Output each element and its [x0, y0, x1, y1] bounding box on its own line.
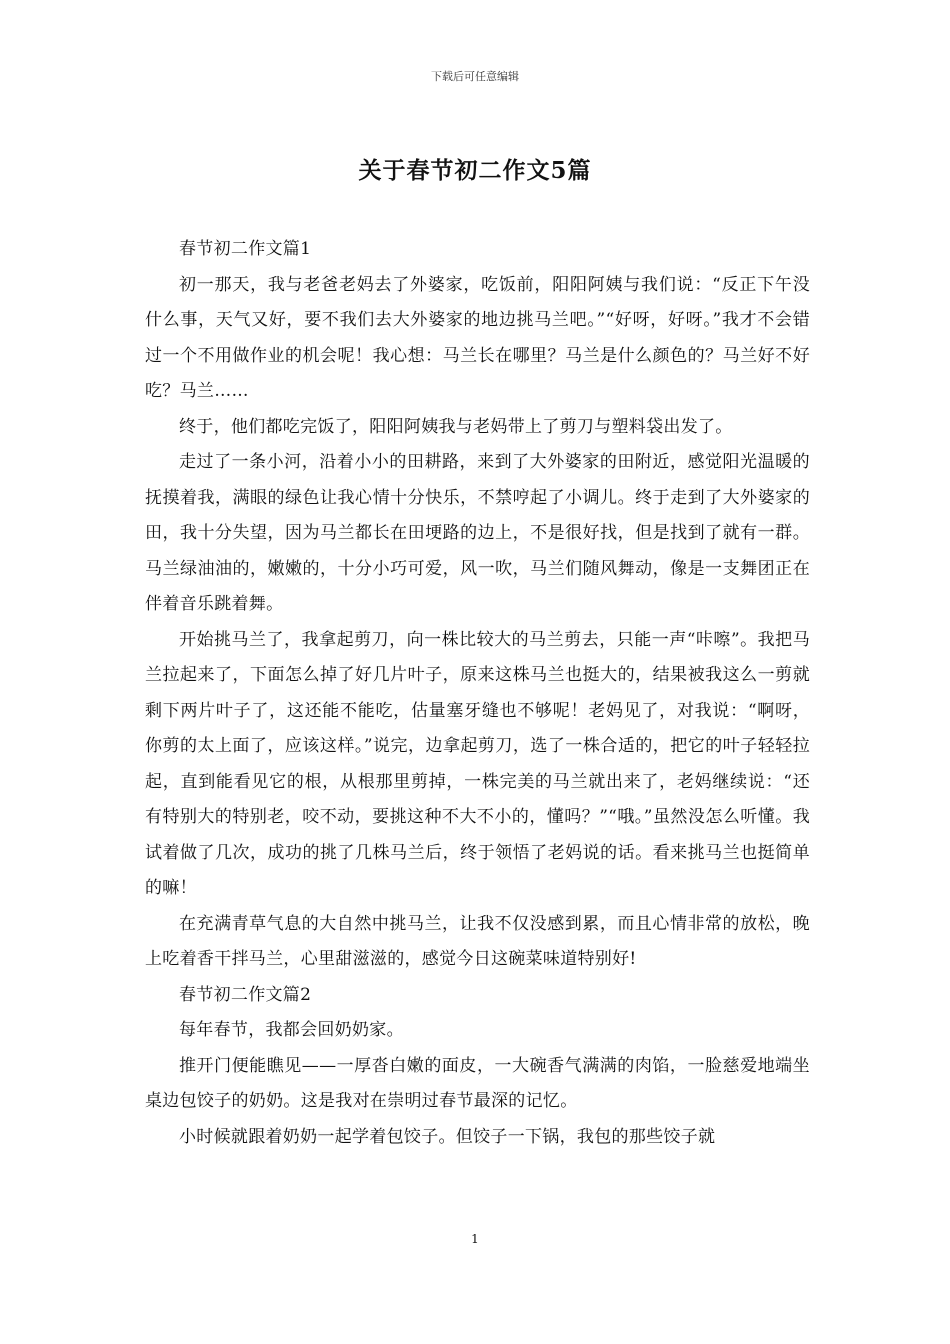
page-number: 1 [471, 1232, 479, 1246]
document-title: 关于春节初二作文5篇 [358, 157, 592, 184]
paragraph: 每年春节，我都会回奶奶家。 [179, 1020, 404, 1040]
section-heading-1: 春节初二作文篇1 [179, 239, 312, 259]
paragraph: 走过了一条小河，沿着小小的田耕路，来到了大外婆家的田附近，感觉阳光温暖的抚摸着我，满眼的绿色让我心情十分快乐，不禁哼起了小调儿。终于走到了大外婆家的田，我十分失望，因为马兰都长在田埂路的边上，不是很好找，但是找到了就有一群。马兰绿油油的，嫩嫩的，十分小巧可爱，风一吹，马兰们随风舞动，像是一支舞团正在伴着音乐跳着舞。 [145, 452, 810, 614]
paragraph: 终于，他们都吃完饭了，阳阳阿姨我与老妈带上了剪刀与塑料袋出发了。 [179, 416, 733, 437]
paragraph: 初一那天，我与老爸老妈去了外婆家，吃饭前，阳阳阿姨与我们说：“反正下午没什么事，天气又好，要不我们去大外婆家的地边挑马兰吧。”“好呀，好呀。”我才不会错过一个不用做作业的机会呢！我心想：马兰长在哪里？马兰是什么颜色的？马兰好不好吃？马兰…… [145, 274, 810, 401]
paragraph: 推开门便能瞧见——一厚沓白嫩的面皮，一大碗香气满满的肉馅，一脸慈爱地端坐桌边包饺子的奶奶。这是我对在崇明过春节最深的记忆。 [145, 1055, 810, 1111]
section-heading-2: 春节初二作文篇2 [179, 984, 312, 1005]
paragraph: 小时候就跟着奶奶一起学着包饺子。但饺子一下锅，我包的那些饺子就 [179, 1126, 716, 1147]
page-header: 下载后可任意编辑 [431, 70, 519, 83]
paragraph: 在充满青草气息的大自然中挑马兰，让我不仅没感到累，而且心情非常的放松，晚上吃着香干拌马兰，心里甜滋滋的，感觉今日这碗菜味道特别好! [145, 913, 810, 969]
paragraph: 开始挑马兰了，我拿起剪刀，向一株比较大的马兰剪去，只能一声“咔嚓”。我把马兰拉起来了，下面怎么掉了好几片叶子，原来这株马兰也挺大的，结果被我这么一剪就剩下两片叶子了，这还能不能吃，估量塞牙缝也不够呢！老妈见了，对我说：“啊呀，你剪的太上面了，应该这样。”说完，边拿起剪刀，选了一株合适的，把它的叶子轻轻拉起，直到能看见它的根，从根那里剪掉，一株完美的马兰就出来了，老妈继续说：“还有特别大的特别老，咬不动，要挑这种不大不小的，懂吗？”“哦。”虽然没怎么听懂。我试着做了几次，成功的挑了几株马兰后，终于领悟了老妈说的话。看来挑马兰也挺简单的嘛！ [145, 629, 810, 898]
document-body [145, 232, 810, 1155]
